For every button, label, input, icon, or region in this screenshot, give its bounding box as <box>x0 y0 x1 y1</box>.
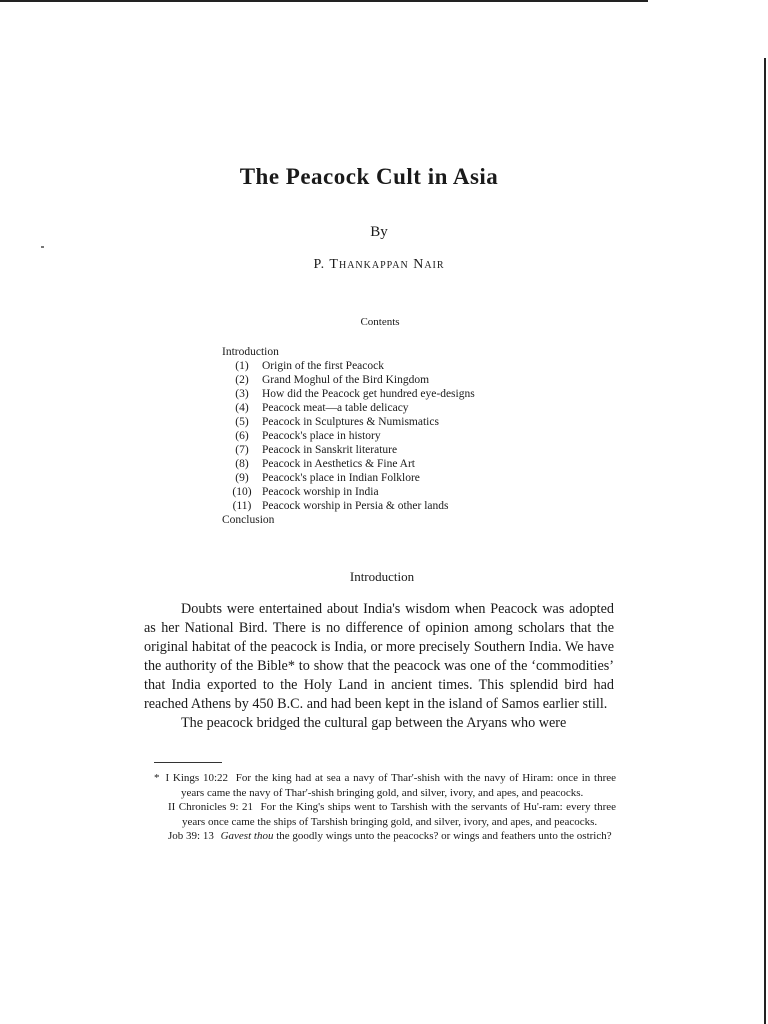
toc-item-number: (9) <box>235 472 249 484</box>
toc-item-text: Peacock meat—a table delicacy <box>262 402 409 414</box>
toc-introduction: Introduction <box>222 346 279 358</box>
footnotes <box>154 771 616 844</box>
toc-item-number: (4) <box>235 402 249 414</box>
footnote-text: For the king had at sea a navy of Thar'-shish with the navy of Hiram: once in three years came the navy of Thar'-shish bringing gold, and silver, ivory, and apes, and peacocks. <box>181 772 617 799</box>
toc-item-number: (1) <box>235 360 249 372</box>
toc-item-number: (5) <box>235 416 249 428</box>
toc-item-text: Peacock's place in Indian Folklore <box>262 472 420 484</box>
toc-item-number: (2) <box>235 374 249 386</box>
toc-conclusion: Conclusion <box>222 514 275 526</box>
toc-item <box>222 499 475 513</box>
toc-item-number: (11) <box>232 500 252 512</box>
footnote-entry <box>154 800 616 829</box>
toc-item-text: Peacock worship in India <box>262 486 379 498</box>
toc-item-number: (7) <box>235 444 249 456</box>
toc-item <box>222 373 475 387</box>
footnote-mark: * <box>154 772 160 784</box>
toc-item <box>222 457 475 471</box>
footnote-entry <box>154 771 616 800</box>
top-border-rule <box>0 0 648 2</box>
toc-item <box>222 387 475 401</box>
introduction-heading: Introduction <box>349 569 415 584</box>
footnote-italic-text: Gavest thou <box>220 830 274 842</box>
right-border-rule <box>764 58 766 1024</box>
toc-item <box>222 415 475 429</box>
toc-item-number: (10) <box>232 486 252 498</box>
toc-item <box>222 485 475 499</box>
toc-item-number: (6) <box>235 430 249 442</box>
toc-item <box>222 401 475 415</box>
scan-speck <box>41 246 44 248</box>
toc-item-text: Origin of the first Peacock <box>262 360 384 372</box>
toc-item <box>222 359 475 373</box>
byline: By <box>370 224 388 240</box>
body-paragraph: Doubts were entertained about India's wisdom when Peacock was adopted as her National Bird. There is no difference of opinion among scholars that the original habitat of the peacock is India, or more precisely Southern India. We have the authority of the Bible* to show that the peacock was one of the ‘commodities’ that India exported to the Holy Land in ancient times. This splendid bird had reached Athens by 450 B.C. and had been kept in the island of Samos earlier still. <box>144 601 614 712</box>
toc-item-text: Grand Moghul of the Bird Kingdom <box>262 374 430 386</box>
footnote-text: For the King's ships went to Tarshish with the servants of Hu'-ram: every three years once came the ships of Tarshish bringing gold, and silver, ivory, and apes, and peacocks. <box>182 801 616 828</box>
footnote-text: the goodly wings unto the peacocks? or wings and feathers unto the ostrich? <box>276 830 612 842</box>
introduction-body <box>144 600 614 733</box>
body-paragraph: The peacock bridged the cultural gap between the Aryans who were <box>181 715 567 731</box>
footnote-entry <box>154 829 616 844</box>
article-title: The Peacock Cult in Asia <box>239 164 499 189</box>
toc-item <box>222 443 475 457</box>
toc-item-number: (8) <box>235 458 249 470</box>
toc-item <box>222 429 475 443</box>
toc-item-text: How did the Peacock get hundred eye-designs <box>262 388 475 400</box>
toc-item-number: (3) <box>235 388 249 400</box>
table-of-contents <box>222 345 475 527</box>
footnote-reference: II Chronicles 9: 21 <box>168 801 253 813</box>
footnote-reference: I Kings 10:22 <box>165 772 229 784</box>
toc-item-text: Peacock in Aesthetics & Fine Art <box>262 458 415 470</box>
toc-item-text: Peacock's place in history <box>262 430 381 442</box>
toc-item-text: Peacock worship in Persia & other lands <box>262 500 449 512</box>
toc-item-text: Peacock in Sanskrit literature <box>262 444 398 456</box>
contents-heading: Contents <box>360 316 400 328</box>
footnote-divider <box>154 762 222 763</box>
footnote-reference: Job 39: 13 <box>168 830 214 842</box>
toc-item <box>222 471 475 485</box>
author-name: P. Thankappan Nair <box>313 257 445 272</box>
toc-item-text: Peacock in Sculptures & Numismatics <box>262 416 439 428</box>
